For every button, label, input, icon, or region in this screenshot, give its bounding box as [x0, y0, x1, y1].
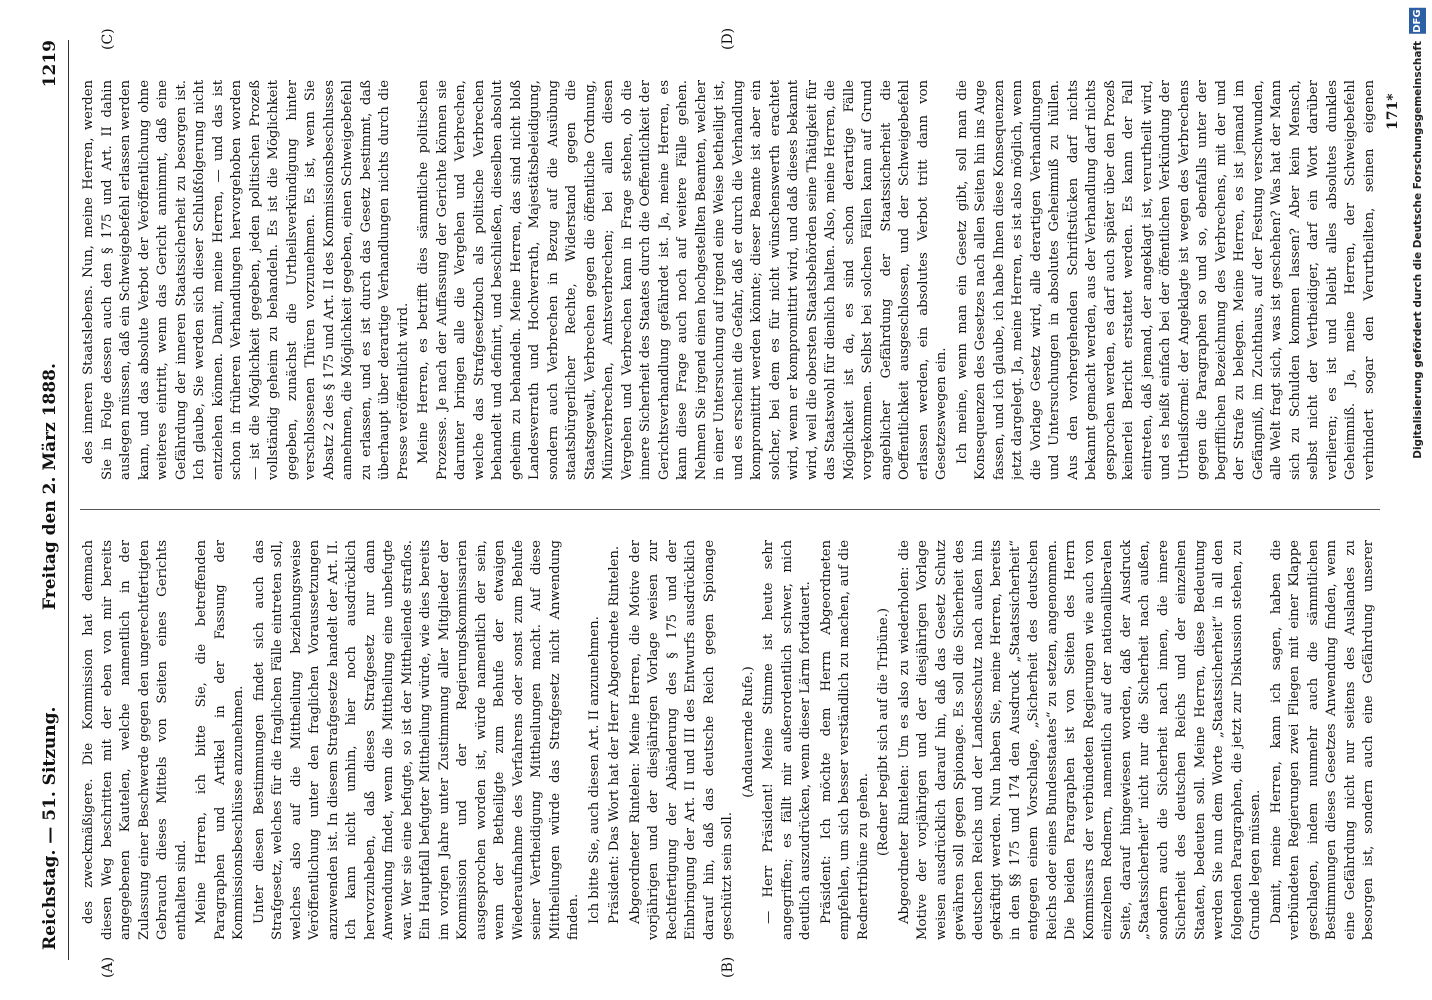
header-left: Reichstag. — 51. Sitzung. — [40, 706, 60, 950]
margin-mark-b: (B) — [720, 956, 736, 978]
left-column — [80, 540, 1380, 940]
column-divider — [80, 509, 1380, 510]
paragraph: — Herr Präsident! Meine Stimme ist heute sehr angegriffen; es fällt mir außerordentlich schwer, mich deutlich auszudrücken, wenn dieser Lärm fortdauert. — [761, 540, 813, 940]
digitization-note — [1409, 8, 1426, 459]
paragraph: des zweckmäßigere. Die Kommission hat demnach diesen Weg beschritten mit der eben von mir bereits angegebenen Kautelen, welche namentlich in der Zulassung einer Beschwerde gegen den ungerechtfertigten Gebrauch dieses Mittels von Seiten eines Gerichts enthalten sind. — [81, 540, 189, 940]
paragraph: Abgeordneter Rintelen: Meine Herren, die Motive der vorjährigen und der diesjährigen Vorlage weisen zur Rechtfertigung der Abänderung des § 175 und der Einbringung der Art. II und III des Entwurfs ausdrücklich darauf hin, daß das deutsche Reich gegen Spionage geschützt sein soll. — [627, 540, 735, 940]
paragraph: Ich meine, wenn man ein Gesetz gibt, soll man die Konsequenzen des Gesetzes nach allen Seiten hin ins Auge fassen, und ich glaube, ich habe Ihnen diese Konsequenzen jetzt dargelegt. Ja, meine Herren, es ist also möglich, wenn die Vorlage Gesetz wird, alle derartigen Verhandlungen und Untersuchungen in absolutes Geheimniß zu hüllen. Aus den vorhergehenden Schriftstücken darf nichts bekannt gemacht werden, aus der Verhandlung darf nichts gesprochen werden, es darf auch später über den Prozeß keinerlei Bericht erstattet werden. Es kann der Fall eintreten, daß jemand, der angeklagt ist, verurtheilt wird, und es heißt einfach bei der öffentlichen Verkündung der Urtheilsformel: der Angeklagte ist wegen des Verbrechens gegen die Paragraphen so und so, ebenfalls unter der begrifflichen Bezeichnung des Verbrechens, mit der und der Strafe zu belegen. Meine Herren, es ist jemand im Gefängniß, im Zuchthaus, auf der Festung verschwunden, alle Welt fragt sich, was ist geschehen? Was hat der Mann sich zu Schulden kommen lassen? Aber kein Mensch, selbst nicht der Vertheidiger, darf ein Wort darüber verlieren; es ist und bleibt alles absolutes dunkles Geheimniß. Ja, meine Herren, der Schweigebefehl verhindert sogar den Verurtheilten, seinen eigenen — [954, 80, 1377, 480]
page-number: 1219 — [40, 40, 60, 88]
digitization-text: Digitalisierung gefördert durch die Deutsche Forschungsgemeinschaft — [1412, 41, 1424, 459]
paragraph: Damit, meine Herren, kann ich sagen, haben die verbündeten Regierungen zwei Fliegen mit einer Klappe geschlagen, indem nunmehr auch die sämmtlichen Bestimmungen dieses Gesetzes Anwendung finden, wenn eine Gefährdung nicht nur seitens des Auslandes zu besorgen ist, sondern auch eine Gefährdung unserer — [1268, 540, 1376, 940]
paragraph: Meine Herren, ich bitte Sie, die betreffenden Paragraphen und Artikel in der Fassung der Kommissionsbeschlüsse anzunehmen. — [194, 540, 246, 940]
paragraph: Abgeordneter Rintelen: Um es also zu wiederholen: die Motive der vorjährigen und der diesjährigen Vorlage weisen ausdrücklich darauf hin, daß das Gesetz Schutz gewähren soll gegen Spionage. Es soll die Sicherheit des deutschen Reichs und der Landesschutz nach außen hin gekräftigt werden. Nun haben Sie, meine Herren, bereits in den §§ 175 und 174 den Ausdruck „Staatssicherheit“ entgegen einem Vorschlage, „Sicherheit des deutschen Reichs oder eines Bundesstaates“ zu setzen, angenommen. Die beiden Paragraphen ist von Seiten des Herrn Kommissars der verbündeten Regierungen wie auch von einzelnen Rednern, namentlich auf der nationalliberalen Seite, darauf hingewiesen worden, daß der Ausdruck „Staatssicherheit“ nicht nur die Sicherheit nach außen, sondern auch die Sicherheit nach innen, die innere Sicherheit des deutschen Reichs und der einzelnen Staaten, bedeuten soll. Meine Herren, diese Bedeutung werden Sie nun dem Worte „Staatssicherheit“ in all den folgenden Paragraphen, die jetzt zur Diskussion stehen, zu Grunde legen müssen. — [896, 540, 1263, 940]
paragraph: (Andauernde Rufe.) — [740, 666, 756, 798]
paragraph: Meine Herren, es betrifft dies sämmtliche politischen Prozesse. Je nach der Auffassung der Gerichte können sie darunter bringen alle die Vergehen und Verbrechen, welche das Strafgesetzbuch als politische Verbrechen behandelt und definirt, und beschließen, dieselben absolut geheim zu behandeln. Meine Herren, das sind nicht bloß Landesverrath und Hochverrath, Majestätsbeleidigung, sondern auch Verbrechen in Bezug auf die Ausübung staatsbürgerlicher Rechte, Widerstand gegen die Staatsgewalt, Verbrechen gegen die öffentliche Ordnung, Münzverbrechen, Amtsverbrechen; bei allen diesen Vergehen und Verbrechen kann in Frage stehen, ob die innere Sicherheit des Staates durch die Oeffentlichkeit der Gerichtsverhandlung gefährdet ist. Ja, meine Herren, es kann diese Frage auch noch auf weitere Fälle gehen. Nehmen Sie irgend einen hochgestellten Beamten, welcher in einer Untersuchung auf irgend eine Weise betheiligt ist, und es erscheint die Gefahr, daß er durch die Verhandlung kompromittirt werden könnte; dieser Beamte ist aber ein solcher, bei dem es für nicht wünschenswerth erachtet wird, wenn er kompromittirt wird, und daß dieses bekannt wird, weil die obersten Staatsbehörden seine Thätigkeit für das Staatswohl für dienlich halten. Also, meine Herren, die Möglichkeit ist da, es sind schon derartige Fälle vorgekommen. Selbst bei solchen Fällen kann auf Grund angeblicher Gefährdung der Staatssicherheit die Oeffentlichkeit ausgeschlossen, und der Schweigebefehl erlassen werden, ein absolutes Verbot tritt dann von Gesetzeswegen ein. — [416, 80, 949, 480]
paragraph: Unter diesen Bestimmungen findet sich auch das Strafgesetz, welches für die fraglichen Fälle eintreten soll, welches also auf die Mittheilung beziehungsweise Veröffentlichung unter den fraglichen Voraussetzungen anzuwenden ist. In diesem Strafgesetze handelt der Art. II. Ich kann nicht umhin, hier noch ausdrücklich hervorzuheben, daß dieses Strafgesetz nur dann Anwendung findet, wenn die Mittheilung eine unbefugte war. Wer sie eine befugte, so ist der Mittheilende straflos. Ein Hauptfall befugter Mittheilung würde, wie dies bereits im vorigen Jahre unter Zustimmung aller Mitglieder der Kommission und der Regierungskommissarien ausgesprochen worden ist, würde namentlich der sein, wenn der Betheiligte zum Behufe der etwaigen Wiederaufnahme des Verfahrens oder sonst zum Behufe seiner Vertheidigung Mittheilungen macht. Auf diese Mittheilungen würde das Strafgesetz nicht Anwendung finden. — [251, 540, 581, 940]
page-header — [30, 40, 70, 960]
header-date: Freitag den 2. März 1888. — [40, 363, 60, 610]
paragraph: des inneren Staatslebens. Nun, meine Herren, werden Sie in Folge dessen auch den § 175 und Art. II dahin auslegen müssen, daß ein Schweigebefehl erlassen werden kann, und das absolute Verbot der Veröffentlichung ohne weiteres eintritt, wenn das Gericht annimmt, daß eine Gefährdung der inneren Staatssicherheit zu besorgen ist. Ich glaube, Sie werden sich dieser Schlußfolgerung nicht entziehen können. Damit, meine Herren, — und das ist schon in früheren Verhandlungen hervorgehoben worden — ist die Möglichkeit gegeben, jeden politischen Prozeß vollständig geheim zu behandeln. Es ist die Möglichkeit gegeben, zunächst die Urtheilsverkündigung hinter verschlossenen Thüren vorzunehmen. Es ist, wenn Sie Absatz 2 des § 175 und Art. II des Kommissionsbeschlusses annehmen, die Möglichkeit gegeben, einen Schweigebefehl zu erlassen, und es ist durch das Gesetz bestimmt, daß überhaupt über derartige Verhandlungen nichts durch die Presse veröffentlicht wird. — [81, 80, 411, 480]
margin-mark-a: (A) — [100, 956, 116, 978]
signature-mark: 171* — [1385, 93, 1401, 130]
paragraph: (Redner begibt sich auf die Tribüne.) — [876, 608, 891, 856]
dfg-logo: DFG — [1409, 8, 1426, 33]
paragraph: Präsident: Das Wort hat der Herr Abgeordnete Rintelen. — [607, 545, 622, 924]
right-column — [80, 80, 1380, 480]
margin-mark-d: (D) — [720, 27, 736, 50]
margin-mark-c: (C) — [100, 28, 116, 50]
header-rule — [68, 40, 69, 960]
paragraph: Präsident: Ich möchte dem Herrn Abgeordneten empfehlen, um sich besser verständlich zu machen, auf die Rednertribüne zu gehen. — [818, 540, 871, 940]
paragraph: Ich bitte Sie, auch diesen Art. II anzunehmen. — [586, 616, 602, 924]
